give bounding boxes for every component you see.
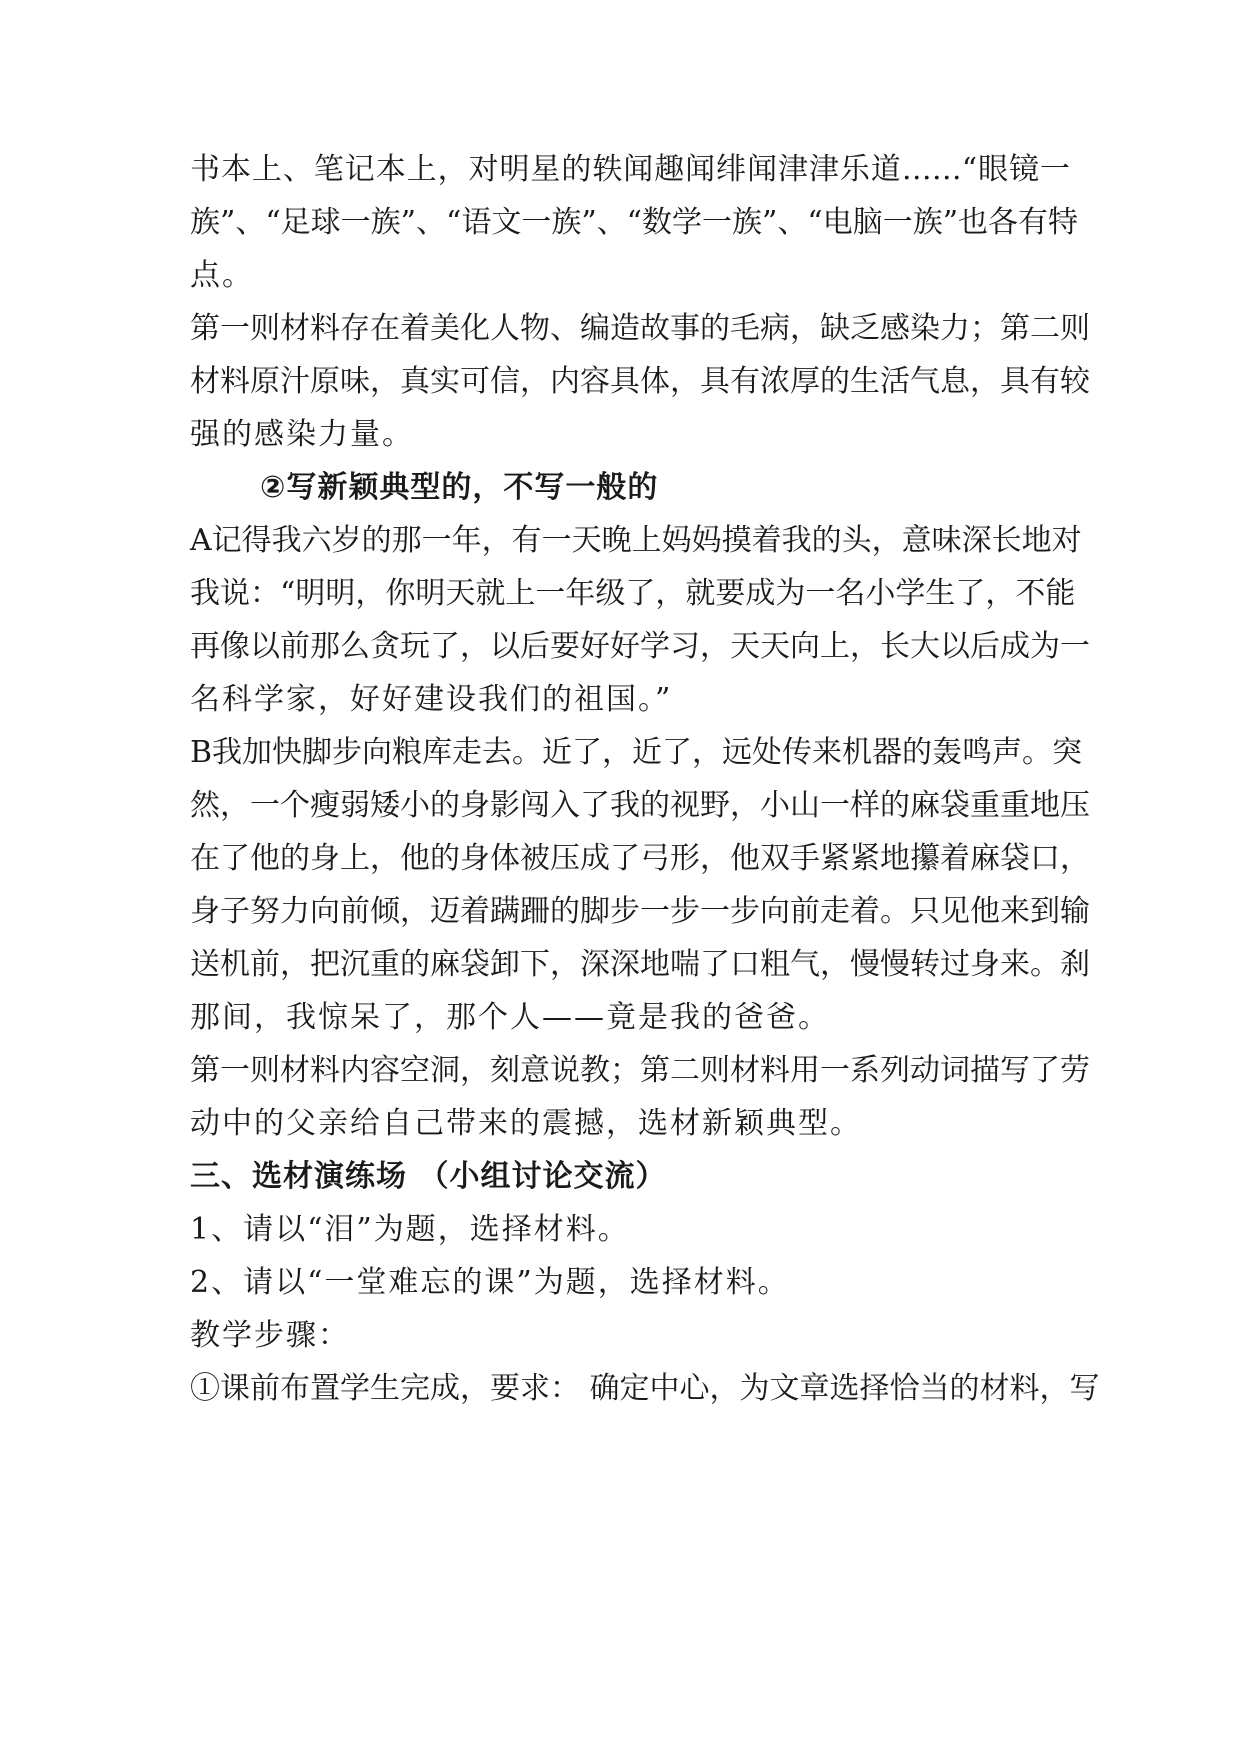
paragraph-line: 然，一个瘦弱矮小的身影闯入了我的视野，小山一样的麻袋重重地压 (190, 788, 1090, 823)
paragraph-line: B我加快脚步向粮库走去。近了，近了，远处传来机器的轰鸣声。突 (190, 735, 1083, 770)
paragraph-line: 名科学家，好好建设我们的祖国。” (190, 682, 673, 717)
paragraph-line: 那间，我惊呆了，那个人——竟是我的爸爸。 (190, 1000, 830, 1035)
paragraph-line: 第一则材料内容空洞，刻意说教；第二则材料用一系列动词描写了劳 (190, 1053, 1090, 1088)
paragraph-line: 再像以前那么贪玩了，以后要好好学习，天天向上，长大以后成为一 (190, 629, 1090, 664)
paragraph-line: 动中的父亲给自己带来的震撼，选材新颖典型。 (190, 1106, 862, 1141)
paragraph-line: 在了他的身上，他的身体被压成了弓形，他双手紧紧地攥着麻袋口， (190, 841, 1090, 876)
paragraph-line: 材料原汁原味，真实可信，内容具体，具有浓厚的生活气息，具有较 (190, 364, 1090, 399)
paragraph-line: 教学步骤： (190, 1318, 350, 1353)
paragraph-line: 送机前，把沉重的麻袋卸下，深深地喘了口粗气，慢慢转过身来。刹 (190, 947, 1090, 982)
paragraph-line: ①课前布置学生完成，要求： 确定中心，为文章选择恰当的材料，写 (190, 1371, 1100, 1406)
paragraph-line: 强的感染力量。 (190, 417, 414, 452)
paragraph-line: A记得我六岁的那一年，有一天晚上妈妈摸着我的头，意味深长地对 (190, 523, 1082, 558)
paragraph-line: 身子努力向前倾，迈着蹒跚的脚步一步一步向前走着。只见他来到输 (190, 894, 1090, 929)
paragraph-line: 我说：“明明，你明天就上一年级了，就要成为一名小学生了，不能 (190, 576, 1076, 611)
paragraph-line: 族”、“足球一族”、“语文一族”、“数学一族”、“电脑一族”也各有特 (190, 205, 1079, 240)
paragraph-line: 1、请以“泪”为题，选择材料。 (190, 1212, 630, 1247)
paragraph-line: 2、请以“一堂难忘的课”为题，选择材料。 (190, 1265, 790, 1300)
paragraph-line: 书本上、笔记本上，对明星的轶闻趣闻绯闻津津乐道……“眼镜一 (190, 152, 1070, 187)
section-heading: 三、选材演练场 （小组讨论交流） (190, 1159, 667, 1194)
section-heading: ②写新颖典型的，不写一般的 (260, 470, 659, 505)
paragraph-line: 点。 (190, 258, 254, 293)
paragraph-line: 第一则材料存在着美化人物、编造故事的毛病，缺乏感染力；第二则 (190, 311, 1090, 346)
